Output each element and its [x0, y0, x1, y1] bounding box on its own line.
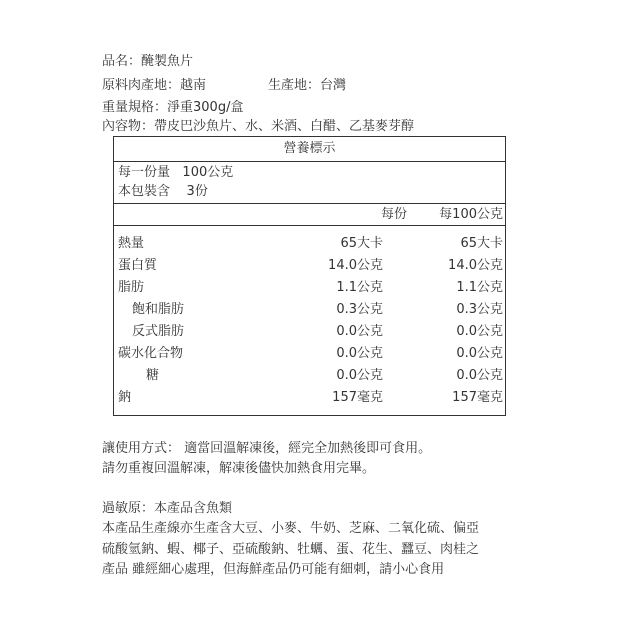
- nutrient-per-serving: 0.0公克: [336, 324, 383, 339]
- nutrient-name: 脂肪: [118, 280, 145, 295]
- nutrient-per-100g: 157毫克: [452, 390, 503, 405]
- nutrition-row: [114, 256, 505, 276]
- nutrient-per-serving: 0.0公克: [336, 346, 383, 361]
- nutrient-per-serving: 1.1公克: [336, 280, 383, 295]
- allergen-text-2: 硫酸氫鈉、蝦、椰子、亞硫酸鈉、牡蠣、蛋、花生、蠶豆、肉桂之: [102, 542, 480, 557]
- usage-warning: 請勿重複回溫解凍，解凍後儘快加熱食用完畢。: [102, 461, 376, 476]
- usage-instructions: 讓使用方式： 適當回溫解凍後，經完全加熱後即可食用。: [102, 441, 432, 456]
- allergen-text-3: 產品 雖經細心處理，但海鮮產品仍可能有細刺，請小心食用: [102, 562, 445, 577]
- serving-size: [118, 164, 233, 182]
- nutrient-per-serving: 65大卡: [340, 236, 383, 251]
- nutrient-name: 蛋白質: [118, 258, 158, 273]
- allergen-title: 過敏原：本產品含魚類: [102, 501, 233, 516]
- nutrition-table: [113, 136, 506, 416]
- nutrient-name: 碳水化合物: [118, 346, 184, 361]
- nutrition-row: [114, 278, 505, 298]
- nutrient-per-100g: 0.3公克: [456, 302, 503, 317]
- nutrient-per-serving: 14.0公克: [328, 258, 383, 273]
- serving-value: 100公克: [182, 165, 234, 180]
- table-divider: [114, 203, 505, 204]
- nutrient-per-100g: 1.1公克: [456, 280, 503, 295]
- nutrition-row: [114, 366, 505, 386]
- contents: 內容物：帶皮巴沙魚片、水、米酒、白醋、乙基麥芽醇: [102, 119, 415, 134]
- table-divider: [114, 225, 505, 226]
- nutrient-per-100g: 65大卡: [460, 236, 503, 251]
- package-label: 本包裝含: [118, 184, 171, 199]
- origin-text: 原料肉產地：越南: [102, 78, 207, 93]
- nutrition-row: [114, 322, 505, 342]
- nutrition-row: [114, 234, 505, 254]
- nutrient-name: 反式脂肪: [132, 324, 185, 339]
- servings-per-package: [118, 183, 208, 201]
- nutrition-title: 營養標示: [114, 137, 505, 162]
- nutrient-per-100g: 0.0公克: [456, 346, 503, 361]
- col-per-100g: 每100公克: [439, 207, 503, 222]
- nutrition-row: [114, 300, 505, 320]
- nutrient-per-100g: 0.0公克: [456, 324, 503, 339]
- nutrient-name: 飽和脂肪: [132, 302, 185, 317]
- origin-row: [102, 77, 346, 95]
- weight-spec: 重量規格：淨重300g/盒: [102, 100, 244, 115]
- package-value: 3份: [186, 184, 208, 199]
- serving-label: 每一份量: [118, 165, 171, 180]
- nutrient-name: 熱量: [118, 236, 145, 251]
- nutrient-per-100g: 14.0公克: [448, 258, 503, 273]
- nutrient-name: 糖: [146, 368, 160, 383]
- nutrition-row: [114, 344, 505, 364]
- product-name: 品名：醃製魚片: [102, 54, 194, 69]
- nutrient-per-serving: 0.0公克: [336, 368, 383, 383]
- col-per-serving: 每份: [380, 207, 407, 222]
- production-text: 生產地：台灣: [268, 78, 347, 93]
- nutrient-per-serving: 0.3公克: [336, 302, 383, 317]
- nutrient-per-serving: 157毫克: [332, 390, 383, 405]
- allergen-text-1: 本產品生產線亦生產含大豆、小麥、牛奶、芝麻、二氧化硫、偏亞: [102, 521, 480, 536]
- nutrient-per-100g: 0.0公克: [456, 368, 503, 383]
- nutrition-row: [114, 388, 505, 408]
- nutrient-name: 鈉: [118, 390, 132, 405]
